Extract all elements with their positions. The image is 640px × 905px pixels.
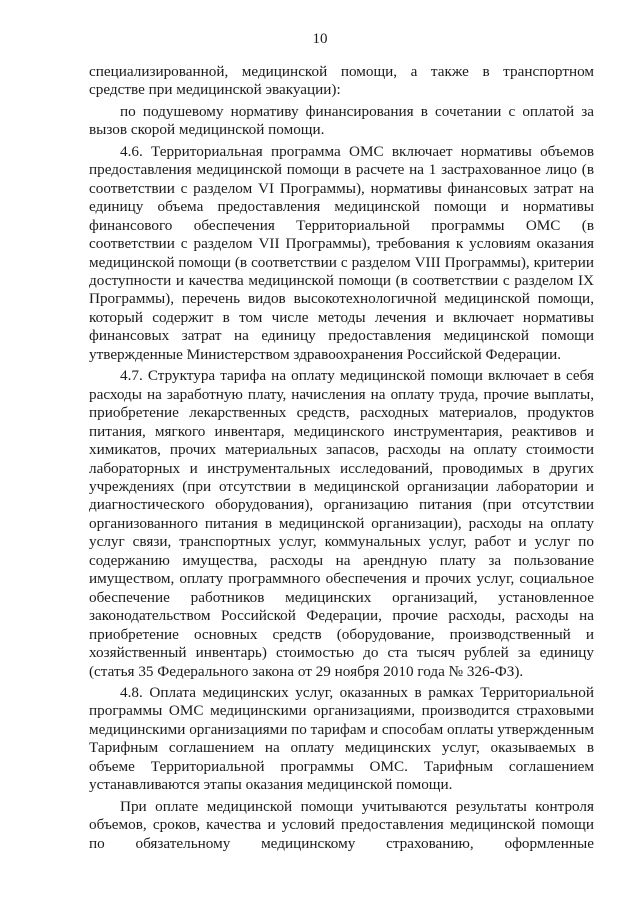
document-body (89, 63, 594, 856)
paragraph-4-7: 4.7. Структура тарифа на оплату медицинской помощи включает в себя расходы на заработную плату, начисления на оплату труда, прочие выплаты, приобретение лекарственных средств, расходных материалов, продуктов питания, мягкого инвентаря, медицинского инструментария, реактивов и химикатов, прочих материальных запасов, расходы на оплату стоимости лабораторных и инструментальных исследований, проводимых в других учреждениях (при отсутствии в медицинской организации лаборатории и диагностического оборудования), организацию питания (при отсутствии организованного питания в медицинской организации), расходы на оплату услуг связи, транспортных услуг, коммунальных услуг, работ и услуг по содержанию имущества, расходы на арендную плату за пользование имуществом, оплату программного обеспечения и прочих услуг, социальное обеспечение работников медицинских организаций, установленное законодательством Российской Федерации, прочие расходы, расходы на приобретение основных средств (оборудование, производственный и хозяйственный инвентарь) стоимостью до ста тысяч рублей за единицу (статья 35 Федерального закона от 29 ноября 2010 года № 326-ФЗ). (89, 367, 594, 680)
page-number: 10 (312, 31, 328, 47)
paragraph-4-8: 4.8. Оплата медицинских услуг, оказанных в рамках Территориальной программы ОМС медицинскими организациями, производится страховыми медицинскими организациями по тарифам и способам оплаты утвержденным Тарифным соглашением на оплату медицинских услуг, оказываемых в объеме Территориальной программы ОМС. Тарифным соглашением устанавливаются этапы оказания медицинской помощи. (89, 683, 594, 794)
paragraph-ambulance-financing: по подушевому нормативу финансирования в сочетании с оплатой за вызов скорой медицинской помощи. (89, 102, 594, 139)
paragraph-4-6: 4.6. Территориальная программа ОМС включает нормативы объемов предоставления медицинской помощи в расчете на 1 застрахованное лицо (в соответствии с разделом VI Программы), нормативы финансовых затрат на единицу объема предоставления медицинской помощи и нормативы финансового обеспечения Территориальной программы ОМС (в соответствии с разделом VII Программы), требования к условиям оказания медицинской помощи (в соответствии с разделом VIII Программы), критерии доступности и качества медицинской помощи (в соответствии с разделом IX Программы), перечень видов высокотехнологичной медицинской помощи, который содержит в том числе методы лечения и включает нормативы финансовых затрат на единицу предоставления медицинской помощи утвержденные Министерством здравоохранения Российской Федерации. (89, 142, 594, 363)
paragraph-control-results: При оплате медицинской помощи учитываются результаты контроля объемов, сроков, качества и условий предоставления медицинской помощи по обязательному медицинскому страхованию, оформленные (89, 797, 594, 852)
paragraph-continuation: специализированной, медицинской помощи, а также в транспортном средстве при медицинской эвакуации): (89, 63, 594, 99)
